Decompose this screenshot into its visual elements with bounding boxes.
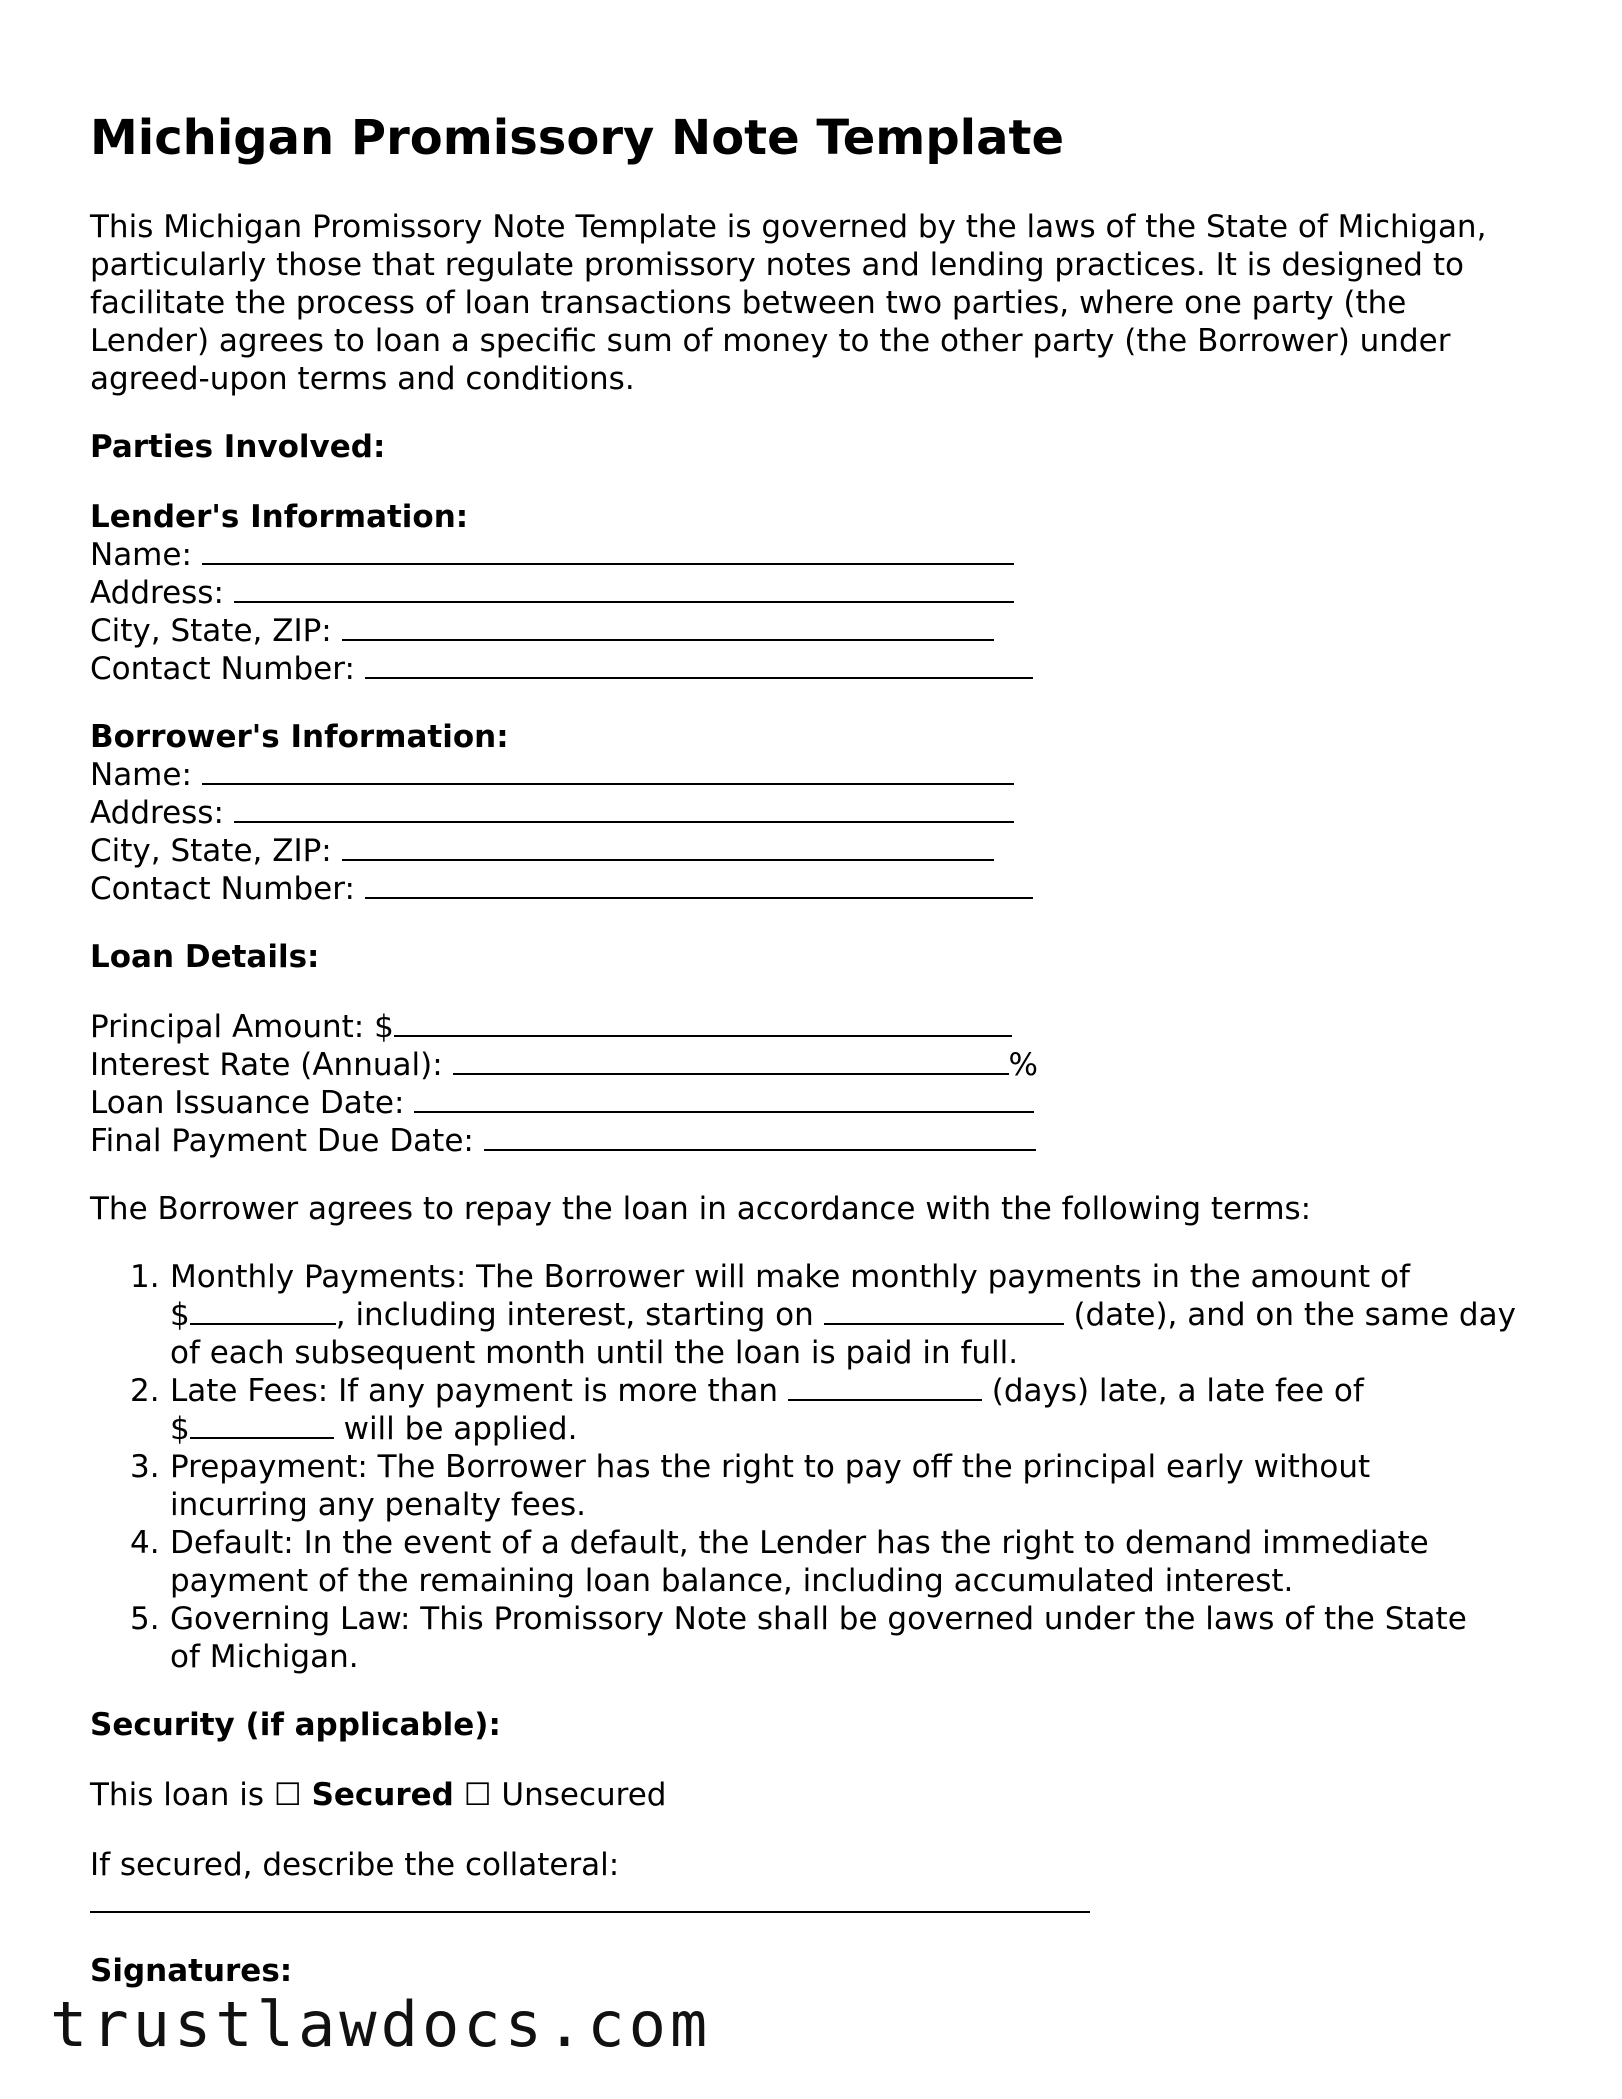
term-text: will be applied. [343,1411,578,1447]
term-text: incurring any penalty fees. [170,1487,586,1523]
term-text: Governing Law: This Promissory Note shall be governed under the laws of the State [170,1601,1467,1637]
field-label: Address: [90,575,224,611]
term-text: of each subsequent month until the loan is paid in full. [170,1335,1019,1371]
list-number: 5. [130,1601,160,1637]
final-payment-date-blank[interactable] [484,1123,1036,1151]
principal-row [90,1008,1012,1046]
parties-heading: Parties Involved: [90,429,386,465]
lender-contact-row [90,650,1033,688]
field-label: Name: [90,757,192,793]
borrower-name-blank[interactable] [202,757,1014,785]
signatures-heading: Signatures: [90,1953,293,1989]
start-date-blank[interactable] [824,1297,1064,1325]
borrower-heading: Borrower's Information: [90,719,509,755]
field-label: Final Payment Due Date: [90,1123,474,1159]
term-text-line [170,1296,1570,1334]
list-item [130,1524,1570,1600]
field-label: Loan Issuance Date: [90,1085,405,1121]
dollar-sign: $ [170,1297,190,1333]
principal-blank[interactable] [394,1009,1012,1037]
intro-paragraph [90,208,1550,398]
term-text: payment of the remaining loan balance, including accumulated interest. [170,1563,1294,1599]
borrower-contact-blank[interactable] [365,871,1033,899]
borrower-city-blank[interactable] [342,833,994,861]
term-text: of Michigan. [170,1639,359,1675]
intro-line: This Michigan Promissory Note Template is governed by the laws of the State of Michigan, [90,209,1487,245]
list-number: 1. [130,1259,160,1295]
borrower-contact-row [90,870,1033,908]
field-label: City, State, ZIP: [90,613,332,649]
interest-row [90,1046,1038,1084]
term-text-line [170,1372,1570,1410]
issuance-date-blank[interactable] [414,1085,1034,1113]
borrower-address-blank[interactable] [234,795,1014,823]
collateral-label: If secured, describe the collateral: [90,1847,620,1883]
dollar-sign: $ [170,1411,190,1447]
term-text: (date), and on the same day [1073,1297,1516,1333]
final-payment-row [90,1122,1036,1160]
lender-address-row [90,574,1014,612]
late-fee-blank[interactable] [190,1411,334,1439]
loan-details-heading: Loan Details: [90,939,320,975]
field-label: City, State, ZIP: [90,833,332,869]
list-number: 4. [130,1525,160,1561]
list-item [130,1372,1570,1448]
list-item [130,1448,1570,1524]
lender-name-row [90,536,1014,574]
monthly-amount-blank[interactable] [190,1297,336,1325]
term-text: Monthly Payments: The Borrower will make monthly payments in the amount of [170,1259,1410,1295]
term-text: , including interest, starting on [335,1297,814,1333]
intro-line: Lender) agrees to loan a specific sum of money to the other party (the Borrower) under [90,323,1451,359]
unsecured-label: Unsecured [501,1777,667,1813]
lender-heading: Lender's Information: [90,499,469,535]
list-item [130,1600,1570,1676]
list-item [130,1258,1570,1372]
lender-city-row [90,612,994,650]
lender-address-blank[interactable] [234,575,1014,603]
lender-name-blank[interactable] [202,537,1014,565]
lender-city-blank[interactable] [342,613,994,641]
late-days-blank[interactable] [788,1373,982,1401]
unsecured-checkbox[interactable]: ☐ [463,1777,492,1813]
security-prefix: This loan is [90,1777,265,1813]
collateral-blank[interactable] [90,1885,1090,1913]
intro-line: particularly those that regulate promissory notes and lending practices. It is designed to [90,247,1464,283]
secured-choice-row [90,1776,666,1814]
field-label: Contact Number: [90,651,355,687]
intro-line: agreed-upon terms and conditions. [90,361,635,397]
list-number: 2. [130,1373,160,1409]
percent-suffix: % [1008,1047,1038,1083]
issuance-row [90,1084,1034,1122]
secured-label: Secured [311,1777,454,1813]
document-title: Michigan Promissory Note Template [90,110,1065,166]
field-label: Name: [90,537,192,573]
field-label: Interest Rate (Annual): [90,1047,443,1083]
term-text-line [170,1410,1570,1448]
terms-list [130,1258,1570,1676]
term-text: Default: In the event of a default, the Lender has the right to demand immediate [170,1525,1429,1561]
field-label: Address: [90,795,224,831]
lender-contact-blank[interactable] [365,651,1033,679]
terms-intro: The Borrower agrees to repay the loan in accordance with the following terms: [90,1191,1312,1227]
list-number: 3. [130,1449,160,1485]
field-label: Contact Number: [90,871,355,907]
borrower-city-row [90,832,994,870]
term-text: Prepayment: The Borrower has the right to pay off the principal early without [170,1449,1371,1485]
secured-checkbox[interactable]: ☐ [273,1777,302,1813]
field-label: Principal Amount: $ [90,1009,394,1045]
watermark: trustlawdocs.com [50,1988,712,2061]
term-text: (days) late, a late fee of [991,1373,1364,1409]
security-heading: Security (if applicable): [90,1707,501,1743]
term-text: Late Fees: If any payment is more than [170,1373,778,1409]
borrower-address-row [90,794,1014,832]
borrower-name-row [90,756,1014,794]
intro-line: facilitate the process of loan transactions between two parties, where one party (the [90,285,1407,321]
interest-blank[interactable] [453,1047,1009,1075]
collateral-row [90,1884,1090,1922]
